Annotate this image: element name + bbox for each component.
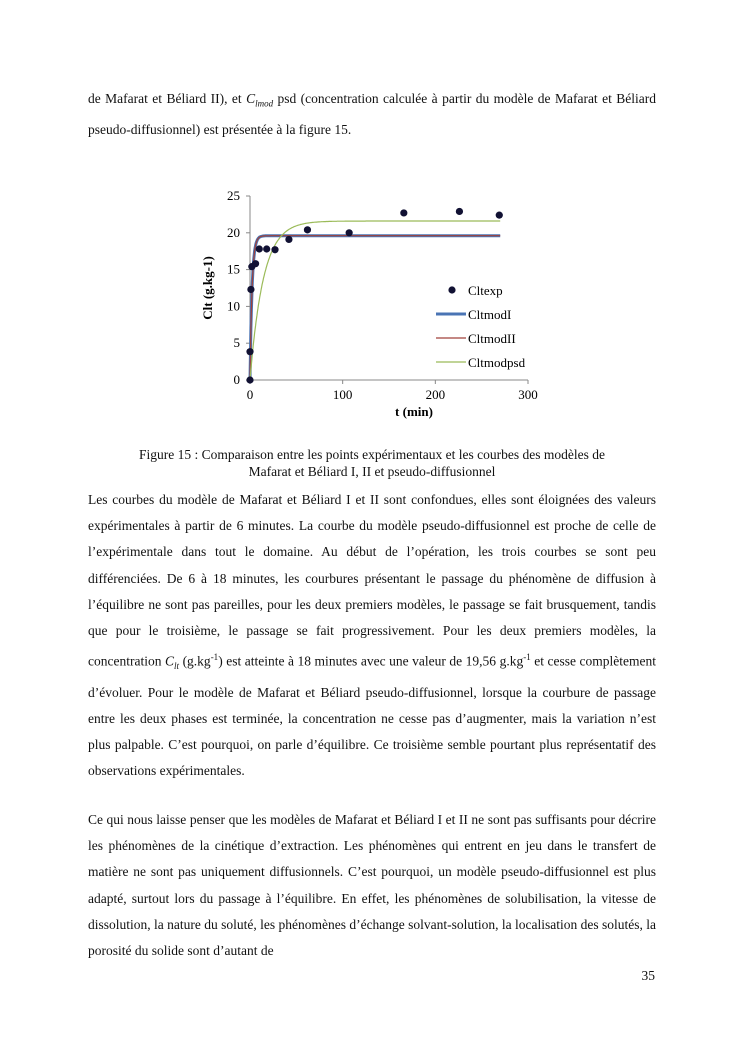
- data-point: [400, 209, 407, 216]
- data-point: [346, 229, 353, 236]
- y-tick-label: 25: [227, 188, 240, 203]
- legend-label: CltmodII: [468, 331, 516, 346]
- data-point: [304, 226, 311, 233]
- y-tick-label: 15: [227, 261, 240, 277]
- paragraph-1: Les courbes du modèle de Mafarat et Béliard I et II sont confondues, elles sont éloignées des valeurs expérimentales à partir de 6 minutes. La courbe du modèle pseudo-diffusionnel est proche de celle de l’expérimentale dans tout le domaine. Au début de l’opération, les trois courbes se sont peu différenciées. De 6 à 18 minutes, les courbures présentant le passage du phénomène de diffusion à l’équilibre ne sont pas pareilles, pour les deux premiers modèles, le passage se fait brusquement, tandis que pour le troisième, le passage se fait progressivement. Pour les deux premiers modèles, la concentration $C_{lt}$ $(g.kg^{-1})$ est atteinte à 18 minutes avec une valeur de 19,56 $g.kg^{-1}$ et cesse complètement d’évoluer. Pour le modèle de Mafarat et Béliard pseudo-diffusionnel, lorsque la courbure de passage entre les deux phases est terminée, la concentration ne cesse pas d’augmenter, mais la variation n’est plus palpable. C’est pourquoi, on parle d’équilibre. Ce troisième semble pourtant plus représentatif des observations expérimentales.: [88, 492, 656, 779]
- data-point: [285, 236, 292, 243]
- figure-caption: Figure 15 : Comparaison entre les points expérimentaux et les courbes des modèles de Mafarat et Béliard I, II et pseudo-diffusionnel: [138, 447, 605, 479]
- y-axis-label: Clt (g.kg-1): [200, 256, 215, 320]
- paragraph-2: Ce qui nous laisse penser que les modèles de Mafarat et Béliard I et II ne sont pas suffisants pour décrire les phénomènes de la cinétique d’extraction. Les phénomènes qui entrent en jeu dans le transfert de matière ne sont pas uniquement diffusionnels. C’est pourquoi, un modèle pseudo-diffusionnel est plus adapté, surtout lors du passage à l’équilibre. En effet, les phénomènes de solubilisation, la vitesse de dissolution, la nature du soluté, les phénomènes d’échange solvant-solution, la localisation des solutés, la porosité du solide sont d’autant de: [88, 812, 657, 959]
- data-point: [252, 260, 259, 267]
- data-point: [271, 246, 278, 253]
- legend-label: Cltmodpsd: [468, 355, 526, 370]
- series-line-CltmodI: [250, 236, 500, 380]
- figure-15-chart: [190, 180, 550, 430]
- data-point: [256, 245, 263, 252]
- x-tick-label: 200: [425, 387, 446, 402]
- data-point: [456, 208, 463, 215]
- y-tick-label: 20: [227, 224, 240, 240]
- y-tick-label: 10: [227, 298, 240, 314]
- x-axis-label: t (min): [395, 404, 433, 419]
- y-tick-label: 0: [233, 372, 240, 387]
- data-point: [246, 376, 253, 383]
- page-number: 35: [641, 968, 655, 983]
- legend-label: CltmodI: [468, 307, 512, 322]
- x-tick-label: 100: [332, 387, 353, 402]
- legend-label: Cltexp: [468, 283, 503, 298]
- x-tick-label: 0: [246, 387, 254, 402]
- data-point: [496, 212, 503, 219]
- intro-paragraph: de Mafarat et Béliard II), et $C_{lmod}$ psd (concentration calculée à partir du modèle de Mafarat et Béliard pseudo-diffusionnel) est présentée à la figure 15.: [88, 91, 656, 137]
- series-line-Cltmodpsd: [250, 221, 500, 380]
- data-point: [247, 286, 254, 293]
- data-point: [263, 245, 270, 252]
- y-tick-label: 5: [233, 335, 240, 351]
- data-point: [246, 348, 253, 355]
- legend-marker: [448, 286, 455, 293]
- series-line-CltmodII: [250, 236, 500, 380]
- x-tick-label: 300: [518, 387, 538, 402]
